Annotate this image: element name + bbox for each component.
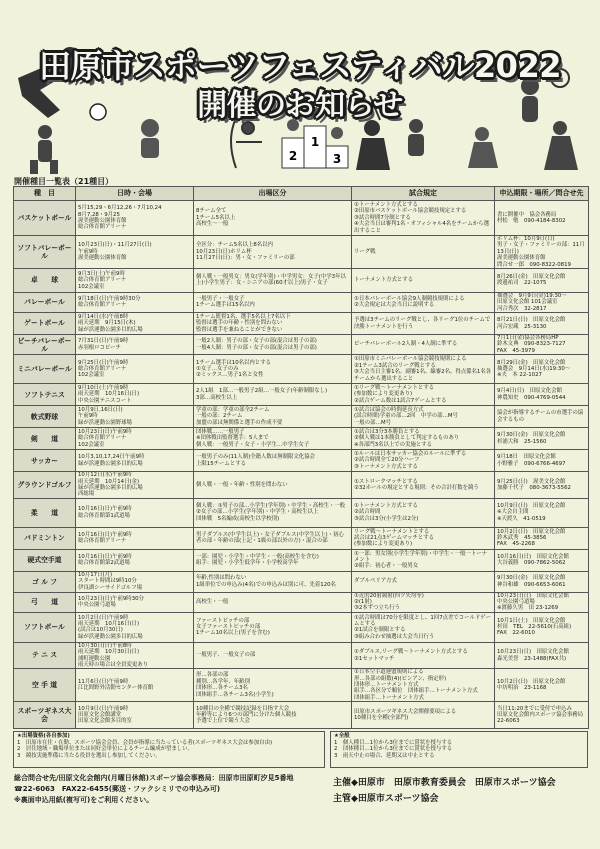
eligibility-notes bbox=[13, 731, 325, 768]
event-rules: 予選は3チームのリーグ戦とし、各リーグ1位のチームで決勝トーナメントを行う bbox=[352, 313, 495, 335]
event-row bbox=[14, 498, 589, 527]
event-rules: ①近的20射競射(四ツ矢均等) ②(1射) ③2本ずつ立ち行う bbox=[352, 592, 495, 612]
podium-first-label: 1 bbox=[310, 135, 320, 149]
event-rules: ビーチバレーボール2人制・4人制に準ずる bbox=[352, 335, 495, 355]
events-table bbox=[13, 186, 589, 729]
general-line: 2 団体種目…1位から3位までに賞状を授与する bbox=[334, 746, 453, 753]
event-row bbox=[14, 384, 589, 406]
eligibility-title: ★出場資格(各自参加) bbox=[17, 733, 70, 739]
header-date-venue: 日時・会場 bbox=[76, 187, 194, 201]
event-name: 卓 球 bbox=[14, 268, 76, 292]
event-row bbox=[14, 313, 589, 335]
event-date-venue: 10月16日(日)午前9時 総合体育館第1武道場 bbox=[76, 498, 194, 527]
event-subtitle: 開催のお知らせ bbox=[197, 88, 403, 123]
event-category: 個人戦：①男子の部…小学生(学年別)・中学生・高校生・一般 ②女子の部…小学生(学年別)・中学生・高校生以上 団体戦 5名編成(高校生以学校別) bbox=[194, 498, 352, 527]
event-deadline: 10月2日(日) 田原文化会館 鈴木武秀 45-3856 FAX 45-2268 bbox=[495, 527, 589, 549]
event-category: 年齢,性別は問わない 1組単位での申込み(4名)での申込みは別に可、先着120名 bbox=[194, 571, 352, 592]
organizers bbox=[333, 776, 556, 808]
event-deadline: 協会が指導するチームの市選手の協会するもの bbox=[495, 406, 589, 428]
header-category: 出場区分 bbox=[194, 187, 352, 201]
event-row bbox=[14, 201, 589, 236]
event-deadline: 10月2日(日) 田原文化会館 中坊明治 23-1168 bbox=[495, 669, 589, 702]
event-deadline: 8月29日(金) 田原文化会館 抽選会 9月14日(水)19:30～ ※夫 本 22-1027 bbox=[495, 355, 589, 384]
event-name: バドミントン bbox=[14, 527, 76, 549]
header-deadline: 申込期限・場所／問合せ先 bbox=[495, 187, 589, 201]
event-name: 軟式野球 bbox=[14, 406, 76, 428]
event-deadline: 抽選会 9月9日(金)19:30～ 田原文化会館 101会議室 河合秀次 32-2817 bbox=[495, 292, 589, 312]
event-name: グラウンドゴルフ bbox=[14, 472, 76, 499]
header-rules: 試合規定 bbox=[352, 187, 495, 201]
event-name: ミニバレーボール bbox=[14, 355, 76, 384]
eligibility-line: 2 居住地域・職場単位または同好会単位によるチーム編成が望ましい。 bbox=[17, 746, 193, 753]
event-rules: ①日本空手道連盟規則による 形…各部の組数(4)(ピンアン、指定形) 団体形…トーナメント方式 組手…各区分で順位 団体組手…トーナメント方式 団体組手…トーナメント方式 bbox=[352, 669, 495, 702]
event-date-venue: 10月2日(日)午前9時 雨天延期 10月16日(日) (試合は10月30日) 緑が浜運動公園多目的広場 bbox=[76, 612, 194, 642]
event-category: 個人戦・一般男女：男女(学年別)・中学男女：女子(中学3年以上)小学生男子：女・シニアの部(60才以上)男子・女子 bbox=[194, 268, 352, 292]
event-category: 2人1組 1部…一般男子2組…一般女子(年齢制限なし) 3部…高校生以上 bbox=[194, 384, 352, 406]
event-date-venue: 9月18日(日)午前9時30分 総合体育館アリーナ bbox=[76, 292, 194, 312]
event-category: ファーストピッチの部 女子ファーストピッチの部 1チーム10名以上(男子を含む) bbox=[194, 612, 352, 642]
event-date-venue: 5月15,29・6月12,26・7月10,24 8月7,28・9月25 渥美運動公園体育館 総合体育館アリーナ bbox=[76, 201, 194, 236]
general-line: 1 個人種目…1位から3位までに賞状を授与する bbox=[334, 739, 453, 746]
event-category: 全区分：チーム5名以上8名以内 10月23日(日)ホリム杯 11月27日(日)：男・女・ファミリーの部 bbox=[194, 236, 352, 269]
event-date-venue: 10月16日(日)午前9時 総合体育館第2武道場 bbox=[76, 549, 194, 571]
event-deadline: 10月16日(日) 田原文化会館 大谷義勝 090-7862-5062 bbox=[495, 549, 589, 571]
general-title: ★全般 bbox=[334, 733, 350, 739]
event-deadline: 7月1日(金)協会各務局HP 鈴木文典 090-8323-7127 FAX 45-3979 bbox=[495, 335, 589, 355]
event-deadline: 10月9日(日) 田原文化会館 ※大会自主間 ※天渡久 41-0519 bbox=[495, 498, 589, 527]
managing-organization: 主管◆田原市スポーツ協会 bbox=[333, 793, 439, 804]
event-name: サッカー bbox=[14, 450, 76, 472]
event-name: ソフトボール bbox=[14, 612, 76, 642]
event-name: バレーボール bbox=[14, 292, 76, 312]
event-name: テ ニ ス bbox=[14, 642, 76, 669]
gymnast-icon bbox=[544, 121, 578, 170]
event-date-venue: 10月9日,16日(日) 午前9時 緑が浜運動公園野球場 bbox=[76, 406, 194, 428]
contact-info bbox=[14, 773, 294, 806]
event-rules: ダブルペリア方式 bbox=[352, 571, 495, 592]
event-category: 学童の部：学童の部全2チーム 一般の部：2チーム 加盟の部は無関係と選手の作成不要 bbox=[194, 406, 352, 428]
event-name: 剣 道 bbox=[14, 428, 76, 450]
baseball-icon bbox=[408, 119, 424, 156]
event-date-venue: 11月6日(日)午前9時 江比間野外活動センター体育館 bbox=[76, 669, 194, 702]
event-row bbox=[14, 406, 589, 428]
event-rules: ①試合時間は70分を限度とし、1回7点差でコールドゲームとする ②1試合を制限とする ③組み合わせ抽選は大会当日行う bbox=[352, 612, 495, 642]
contact-form-note: ※裏面申込用紙(複写可)をご利用ください。 bbox=[14, 795, 154, 804]
event-name: 柔 道 bbox=[14, 498, 76, 527]
event-date-venue: 10月16日(日)午前9時 総合体育館アリーナ bbox=[76, 527, 194, 549]
event-category: 一般男子・一般女子 1チーム選手は15名以内 bbox=[194, 292, 352, 312]
event-rules: トーナメント方式とする bbox=[352, 268, 495, 292]
event-deadline: 10月1日(土) 田原文化会館 杉田 TEL 22-5610(石高組) FAX 22-6010 bbox=[495, 612, 589, 642]
event-category: 形…各部の部 種別…各学年、年齢別 団体形…各チーム3名 団体組手…各チーム3名(小学生) bbox=[194, 669, 352, 702]
event-date-venue: 9月3日(土)午前9時 総合体育館アリーナ 102会議室 bbox=[76, 268, 194, 292]
event-date-venue: 10月30日(日)午前8時 雨天延期 10月30日(日) 浦町運動公園 雨天時の場合は全員変更あり bbox=[76, 642, 194, 669]
event-name: ビーチバレーボール bbox=[14, 335, 76, 355]
table-header-row bbox=[14, 187, 589, 201]
event-category: 一般男子、一般女子の部 bbox=[194, 642, 352, 669]
event-name: ゴ ル フ bbox=[14, 571, 76, 592]
event-name: スポーツギネス大会 bbox=[14, 702, 76, 729]
event-category: 高校生・一般 bbox=[194, 592, 352, 612]
event-row bbox=[14, 527, 589, 549]
event-date-venue: 10月12日(水)午前9時 雨天延期 10月14日(金) 緑が浜運動公園多目的広場 西総場 bbox=[76, 472, 194, 499]
general-line: 3 雨天中止の場合、延期又は中止とする bbox=[334, 752, 435, 759]
event-name: ソフトテニス bbox=[14, 384, 76, 406]
event-category: 団体戦……一般男子 ※団体戦出監督選手：5人まで 個人戦：一般男子・女子・小学生…中学生女子 bbox=[194, 428, 352, 450]
event-rules: ①試合は3分3本勝負とする ②個人戦は1本勝負として判定するものあり ※各部門3名以上での実施とする bbox=[352, 428, 495, 450]
event-deadline: 8月21日(日) 田原文化会館 河合宏蔵 25-3130 bbox=[495, 313, 589, 335]
event-category: 男子ダブルス(中学生以上)・女子ダブルス(中学生以上)・初心者の部・年齢の部(上記・1級の部以外の方)・混合の部 bbox=[194, 527, 352, 549]
event-row bbox=[14, 549, 589, 571]
event-rules: ①トーナメント方式とする ②試合時間 ③試合は3分(小学生は2分) bbox=[352, 498, 495, 527]
event-category: 1チーム選手は10名以内とする ①女子…女子のみ ②ミックス…男子1名と女性 bbox=[194, 355, 352, 384]
event-rules: ①田原市ミニバレーボール協会競技規則による ②1チーム3試合のリーグ戦とする ③大会当日主審1名、副審1名、線審2名、得点係名1名各チームから選出すること bbox=[352, 355, 495, 384]
event-rules: ①ダブルス,リーグ戦～トーナメント方式とする ②1セットマッチ bbox=[352, 642, 495, 669]
event-rules: リーグ戦 bbox=[352, 236, 495, 269]
event-name: ソフトバレーボール bbox=[14, 236, 76, 269]
event-row bbox=[14, 428, 589, 450]
contact-phone: ☎22-6063 FAX22-6455(郵送・ファクシミリでの申込み可) bbox=[14, 784, 221, 793]
event-date-venue: 10月3,10,17,24日午前9時 緑が浜運動公園多目的広場 bbox=[76, 450, 194, 472]
event-row bbox=[14, 702, 589, 729]
event-category: 一般2人制：男子の部・女子の部(混合は男子の部) 一般4人制：男子の部・女子の部(混合は男子の部) bbox=[194, 335, 352, 355]
event-deadline: 書に開催中 協会各務局 村松 勉 090-4184-8302 bbox=[495, 201, 589, 236]
header-event: 種 目 bbox=[14, 187, 76, 201]
events-table-body bbox=[14, 201, 589, 729]
event-rules: ①トーナメント方式とする ②田原市バスケットボール協会競技規定とする ③試合時間7分制とする ④大会当日は審判1名・オフィシャル4名をチームから選出すること bbox=[352, 201, 495, 236]
event-deadline: 9月4日(日) 田原文化会館 神農知史 090-4769-0544 bbox=[495, 384, 589, 406]
event-row bbox=[14, 335, 589, 355]
event-title: 田原市スポーツフェスティバル2022 bbox=[39, 47, 561, 85]
event-date-venue: 7月31日(日)午前9時 赤羽根ロコビーチ bbox=[76, 335, 194, 355]
event-category: 8チーム全て 1チーム5名以上 高校生～一般 bbox=[194, 201, 352, 236]
event-deadline: 9月30日(金) 田原文化会館 神谷和雄 090-6653-6061 bbox=[495, 571, 589, 592]
event-name: 空 手 道 bbox=[14, 669, 76, 702]
event-name: 弓 道 bbox=[14, 592, 76, 612]
event-rules: ①日本バレーボール協会9人制競技規則による ②大会規定は大会当日に説明する bbox=[352, 292, 495, 312]
event-row bbox=[14, 268, 589, 292]
event-category: 個人戦・一般・年齢・性別を問わない bbox=[194, 472, 352, 499]
event-row bbox=[14, 236, 589, 269]
event-deadline: 8月26日(金) 田原文化会館 渡邊祐司 22-1075 bbox=[495, 268, 589, 292]
general-notes bbox=[330, 731, 588, 768]
event-row bbox=[14, 612, 589, 642]
event-date-venue: 10月23日(日)・11月27日(日) 午前9時 渥美運動公園体育館 bbox=[76, 236, 194, 269]
event-category: 一部：園児・小学生・中学生・一般(高校生を含む) 組手：園児・小学生低学年・小学校高学年 bbox=[194, 549, 352, 571]
event-rules: 田原市スポーツギネス大会開催要項による 10種目を全種(全部門) bbox=[352, 702, 495, 729]
event-deadline: 当日11:20までに受付で申込み 田原文化会館内スポーツ協会事務局 22-6063 bbox=[495, 702, 589, 729]
event-row bbox=[14, 642, 589, 669]
event-rules: リーグ戦～トーナメントとする 試合は21点3ゲームマッチとする (参加数により変更あり) bbox=[352, 527, 495, 549]
event-rules: ①リーグ戦～トーナメントとする (参加数により変更あり) ②試合ゲーム数は1試合7ゲームとする bbox=[352, 384, 495, 406]
host-organizations: 主催◆田原市 田原市教育委員会 田原市スポーツ協会 bbox=[333, 778, 556, 788]
podium-second-label: 2 bbox=[288, 149, 298, 163]
event-deadline: 9月25日(日) 渥美文化会館 加藤千代子 080-3673-5562 bbox=[495, 472, 589, 499]
event-category: 1チーム監督1名、選手5名以上7名以下 監督は選手の年齢・性別を問わない 監督は選手を兼ねることができない bbox=[194, 313, 352, 335]
event-row bbox=[14, 571, 589, 592]
event-rules: ①ストロークマッチとする ②32ホールの規定とする規則：その合計打数を競う bbox=[352, 472, 495, 499]
event-deadline: 10月23日(日) 田原文化会館 森光美誉 23-1488(FAX共) bbox=[495, 642, 589, 669]
event-list-heading: 開催種目一覧表（21種目） bbox=[14, 177, 114, 186]
eligibility-line: 3 競技実施準備に当たる役員を選出し参加してください。 bbox=[17, 752, 161, 759]
event-row bbox=[14, 669, 589, 702]
event-rules: ①ルールは日本サッカー協会のルールに準ずる ②試合時間全て20分ハーフ ③トーナメント方式とする bbox=[352, 450, 495, 472]
podium-third-label: 3 bbox=[332, 152, 342, 166]
event-date-venue: 10月23日(日)午前9時30分 中央公園弓道場 bbox=[76, 592, 194, 612]
event-row bbox=[14, 355, 589, 384]
event-name: ゲートボール bbox=[14, 313, 76, 335]
archer-icon bbox=[231, 118, 262, 168]
event-date-venue: 10月9日(日)午前9時 田原文化会館講堂 田原文化会館多目的室 bbox=[76, 702, 194, 729]
dancer-icon bbox=[468, 127, 498, 168]
event-deadline: ホリム杯：10月9日(日) 男子・女子・ファミリーの部：11月13日(日) 渥美運動公園体育館 問合せ一郎 090-8322-0819 bbox=[495, 236, 589, 269]
event-category: 一般男子のみ(11人制)全籍人数は無制限文化協会 上限15チームとする bbox=[194, 450, 352, 472]
event-date-venue: 10月17日(月) スタート時間は9時10分 伊良湖シーサイドゴルフ場 bbox=[76, 571, 194, 592]
event-rules: ①一部：男女別(小学生学年別)・中学生・一般一トーナメント ②組手：初心者・一般男女 bbox=[352, 549, 495, 571]
event-date-venue: 9月14日(水)午前8時 雨天延期 9月15日(木) 緑が浜運動公園多目的広場 bbox=[76, 313, 194, 335]
event-row bbox=[14, 472, 589, 499]
contact-address: 総合問合せ先/田原文化会館内(月曜日休館)スポーツ協会事務局：田原市田原町汐見5番地 bbox=[14, 774, 294, 782]
event-name: バスケットボール bbox=[14, 201, 76, 236]
kid-player-icon bbox=[141, 119, 159, 158]
event-deadline: 9月18日 田原文化会館 小野雅子 090-6766-4697 bbox=[495, 450, 589, 472]
event-category: 10種目の全種で競技記録を目指す大会 年齢等により6つの部門に分けた個人競技 予選で上位で競う大会 bbox=[194, 702, 352, 729]
event-name: 硬式空手道 bbox=[14, 549, 76, 571]
event-rules: ①試合は協会の時間延長方式 (試合時間)学童の部…2回 中学の部…M号 一般の部…M号 bbox=[352, 406, 495, 428]
event-date-venue: 9月10日(土)午前9時 雨天延期 10月16日(日) 中央公園テニスコート bbox=[76, 384, 194, 406]
event-deadline: 9月30日(金) 田原文化会館 杉浦大和 25-1560 bbox=[495, 428, 589, 450]
eligibility-line: 1 田原市在住・在勤、スポーツ協会会員、会員が指導に当たっている者(スポーツギネス大会は参加自由) bbox=[17, 739, 273, 746]
runner-left-icon bbox=[30, 125, 58, 174]
event-deadline: 10月23日(日) 田原文化会館 中央公園弓道場 ※渡藤久男 田 23-1269 bbox=[495, 592, 589, 612]
event-row bbox=[14, 450, 589, 472]
event-date-venue: 10月23日(日)午前9時 総合体育館アリーナ 102会議室 bbox=[76, 428, 194, 450]
event-row bbox=[14, 292, 589, 312]
event-date-venue: 9月25日(日)午前9時 総合体育館アリーナ 102会議室 bbox=[76, 355, 194, 384]
event-row bbox=[14, 592, 589, 612]
